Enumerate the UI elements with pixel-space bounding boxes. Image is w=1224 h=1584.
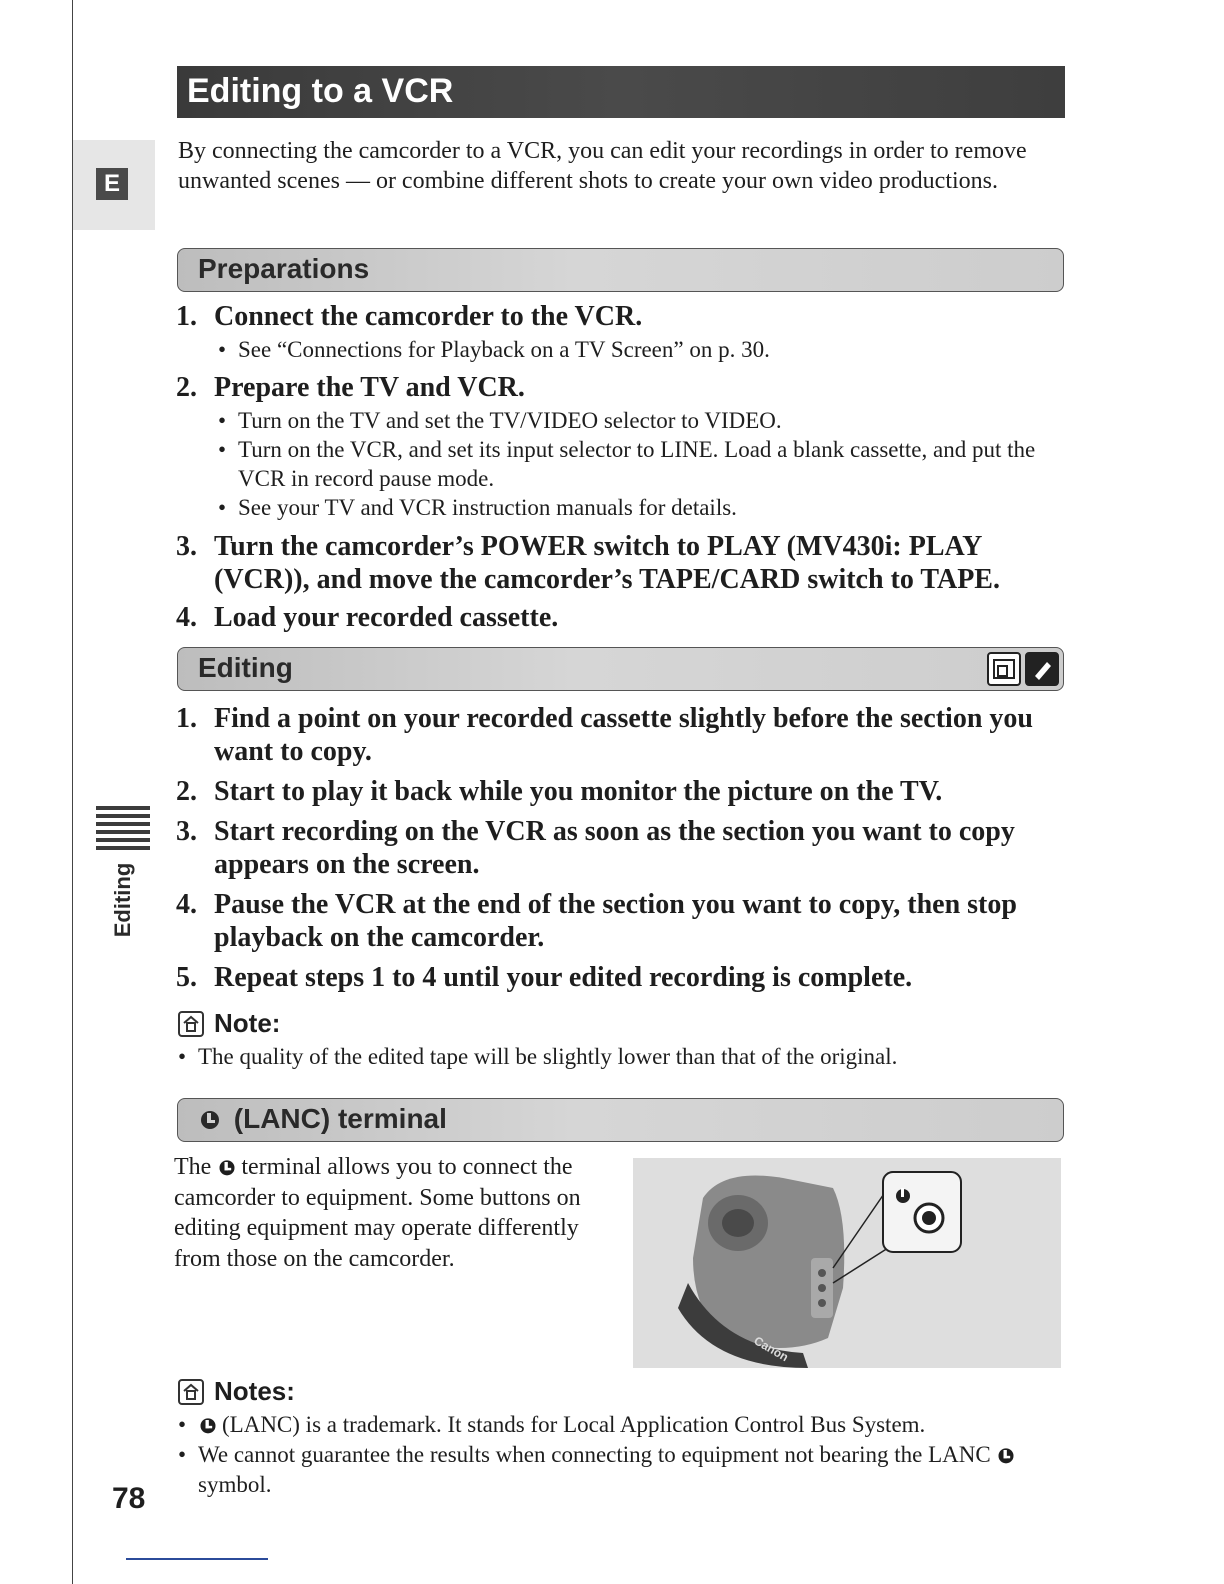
play-mode-icon [987, 652, 1021, 686]
footer-line [126, 1558, 268, 1560]
side-section-label: Editing [110, 862, 135, 938]
step-bullet: • See your TV and VCR instruction manuals for details. [214, 493, 1066, 522]
step-number: 2. [176, 372, 197, 403]
preparation-step [176, 601, 1066, 634]
note-text: symbol. [198, 1472, 272, 1497]
step-bullet: • See “Connections for Playback on a TV Screen” on p. 30. [214, 335, 1066, 364]
step-text: Connect the camcorder to the VCR. [214, 301, 643, 332]
step-bullets [214, 335, 1066, 364]
step-number: 4. [176, 889, 197, 920]
editing-heading [177, 647, 1064, 691]
note-icon [178, 1011, 204, 1037]
editing-step [176, 775, 1066, 808]
step-bullets [214, 406, 1066, 522]
camcorder-lanc-photo [633, 1158, 1061, 1368]
step-text: Repeat steps 1 to 4 until your edited recording is complete. [214, 962, 913, 993]
step-number: 5. [176, 962, 197, 993]
language-tab-label: E [96, 168, 128, 200]
editing-heading-text: Editing [198, 652, 293, 683]
section-indicator-bars [96, 806, 150, 854]
page-title: Editing to a VCR [177, 66, 1065, 118]
lanc-icon [198, 1415, 218, 1435]
editing-step [176, 961, 1066, 994]
note-heading [178, 1008, 280, 1039]
notes-heading-text: Notes: [214, 1376, 295, 1406]
note-icon [178, 1379, 204, 1405]
notes-heading [178, 1376, 295, 1407]
editing-notes [176, 1042, 1056, 1072]
step-text: Start recording on the VCR as soon as the section you want to copy appears on the screen. [214, 816, 1015, 880]
step-text: Pause the VCR at the end of the section you want to copy, then stop playback on the camcorder. [214, 889, 1017, 953]
preparation-step [176, 530, 1066, 596]
editing-steps [176, 702, 1066, 994]
page-number: 78 [112, 1482, 146, 1515]
lanc-text-start: The [174, 1154, 212, 1180]
step-text: Load your recorded cassette. [214, 602, 559, 633]
lanc-icon [217, 1157, 237, 1177]
note-text: We cannot guarantee the results when connecting to equipment not bearing the LANC [198, 1442, 991, 1467]
tape-mode-icon [1025, 652, 1059, 686]
camcorder-illustration [633, 1158, 1061, 1368]
step-number: 2. [176, 776, 197, 807]
step-bullet: • Turn on the VCR, and set its input selector to LINE. Load a blank cassette, and put the VCR in record pause mode. [214, 435, 1066, 493]
step-text: Find a point on your recorded cassette slightly before the section you want to copy. [214, 703, 1033, 767]
step-number: 1. [176, 703, 197, 734]
preparation-step [176, 300, 1066, 364]
note-item [176, 1410, 1056, 1440]
note-item [176, 1440, 1056, 1500]
preparation-step [176, 371, 1066, 522]
step-number: 3. [176, 816, 197, 847]
intro-paragraph: By connecting the camcorder to a VCR, you can edit your recordings in order to remove unwanted scenes — or combine different shots to create your own video productions. [178, 138, 1027, 194]
note-text: (LANC) is a trademark. It stands for Local Application Control Bus System. [222, 1412, 926, 1437]
preparations-heading [177, 248, 1064, 292]
step-number: 4. [176, 602, 197, 633]
step-number: 1. [176, 301, 197, 332]
mode-icons [987, 652, 1059, 686]
left-margin-rule [72, 0, 73, 1584]
step-text: Turn the camcorder’s POWER switch to PLAY (MV430i: PLAY (VCR)), and move the camcorder’s TAPE/CARD switch to TAPE. [214, 531, 1000, 595]
lanc-icon [198, 1107, 222, 1131]
step-text: Start to play it back while you monitor the picture on the TV. [214, 776, 943, 807]
editing-step [176, 702, 1066, 768]
note-item: • The quality of the edited tape will be slightly lower than that of the original. [176, 1042, 1056, 1072]
lanc-heading [177, 1098, 1064, 1142]
lanc-paragraph [174, 1152, 604, 1274]
step-bullet: • Turn on the TV and set the TV/VIDEO selector to VIDEO. [214, 406, 1066, 435]
lanc-notes [176, 1410, 1056, 1500]
editing-step [176, 815, 1066, 881]
note-heading-text: Note: [214, 1008, 281, 1038]
brand-logo-text: Canon [751, 1333, 791, 1365]
lanc-icon [996, 1445, 1016, 1465]
lanc-text-rest: terminal allows you to connect the camcorder to equipment. Some buttons on editing equipment may operate differently from those on the camcorder. [174, 1154, 581, 1272]
preparations-heading-text: Preparations [198, 253, 370, 284]
step-number: 3. [176, 531, 197, 562]
preparations-steps [176, 300, 1066, 634]
editing-step [176, 888, 1066, 954]
lanc-heading-text: (LANC) terminal [233, 1103, 447, 1134]
step-text: Prepare the TV and VCR. [214, 372, 525, 403]
